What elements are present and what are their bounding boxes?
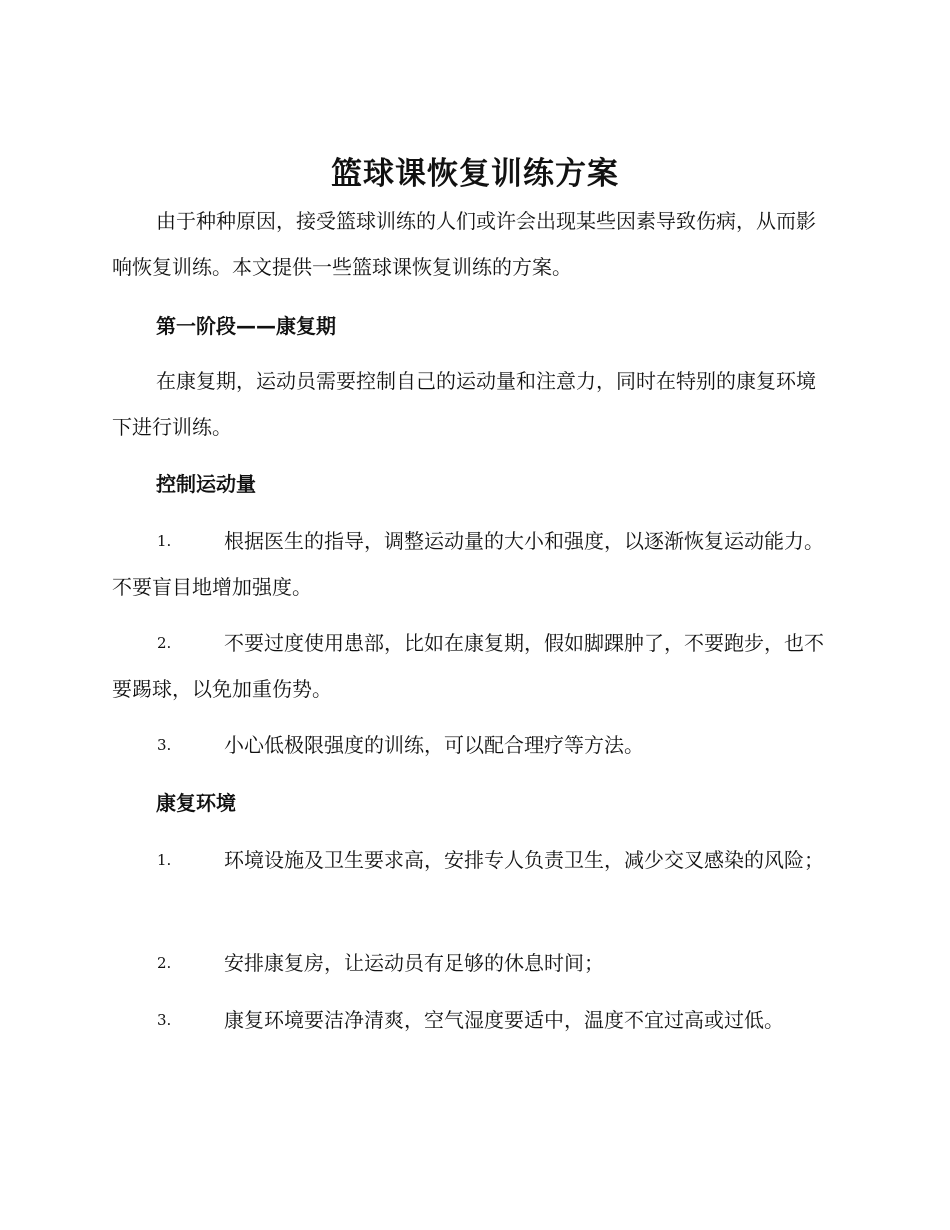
section-heading-recovery-phase: 第一阶段——康复期 [156, 314, 336, 338]
list-text: 小心低极限强度的训练，可以配合理疗等方法。 [224, 733, 644, 757]
list-item [112, 722, 832, 768]
list-item [112, 518, 832, 610]
section-heading-control-load: 控制运动量 [156, 472, 256, 496]
list-item [112, 997, 832, 1043]
list-number: 2. [157, 954, 172, 972]
list-item [112, 940, 832, 986]
section-heading-recovery-environment: 康复环境 [156, 791, 236, 815]
list-text: 不要过度使用患部，比如在康复期，假如脚踝肿了，不要跑步，也不要踢球，以免加重伤势。 [112, 631, 824, 701]
document-title: 篮球课恢复训练方案 [331, 156, 619, 192]
list-text: 环境设施及卫生要求高，安排专人负责卫生，减少交叉感染的风险； [224, 848, 824, 872]
list-number: 2. [157, 634, 172, 652]
list-number: 3. [157, 736, 172, 754]
intro-paragraph: 由于种种原因，接受篮球训练的人们或许会出现某些因素导致伤病，从而影响恢复训练。本文提供一些篮球课恢复训练的方案。 [112, 209, 816, 279]
list-text: 根据医生的指导，调整运动量的大小和强度，以逐渐恢复运动能力。不要盲目地增加强度。 [112, 529, 824, 599]
list-text: 安排康复房，让运动员有足够的休息时间； [224, 951, 604, 975]
list-number: 3. [157, 1011, 172, 1029]
list-item [112, 620, 832, 712]
list-number: 1. [157, 851, 172, 869]
list-text: 康复环境要洁净清爽，空气湿度要适中，温度不宜过高或过低。 [224, 1008, 784, 1032]
recovery-phase-paragraph: 在康复期，运动员需要控制自己的运动量和注意力，同时在特别的康复环境下进行训练。 [112, 369, 816, 439]
list-item [112, 837, 832, 883]
list-number: 1. [157, 532, 172, 550]
